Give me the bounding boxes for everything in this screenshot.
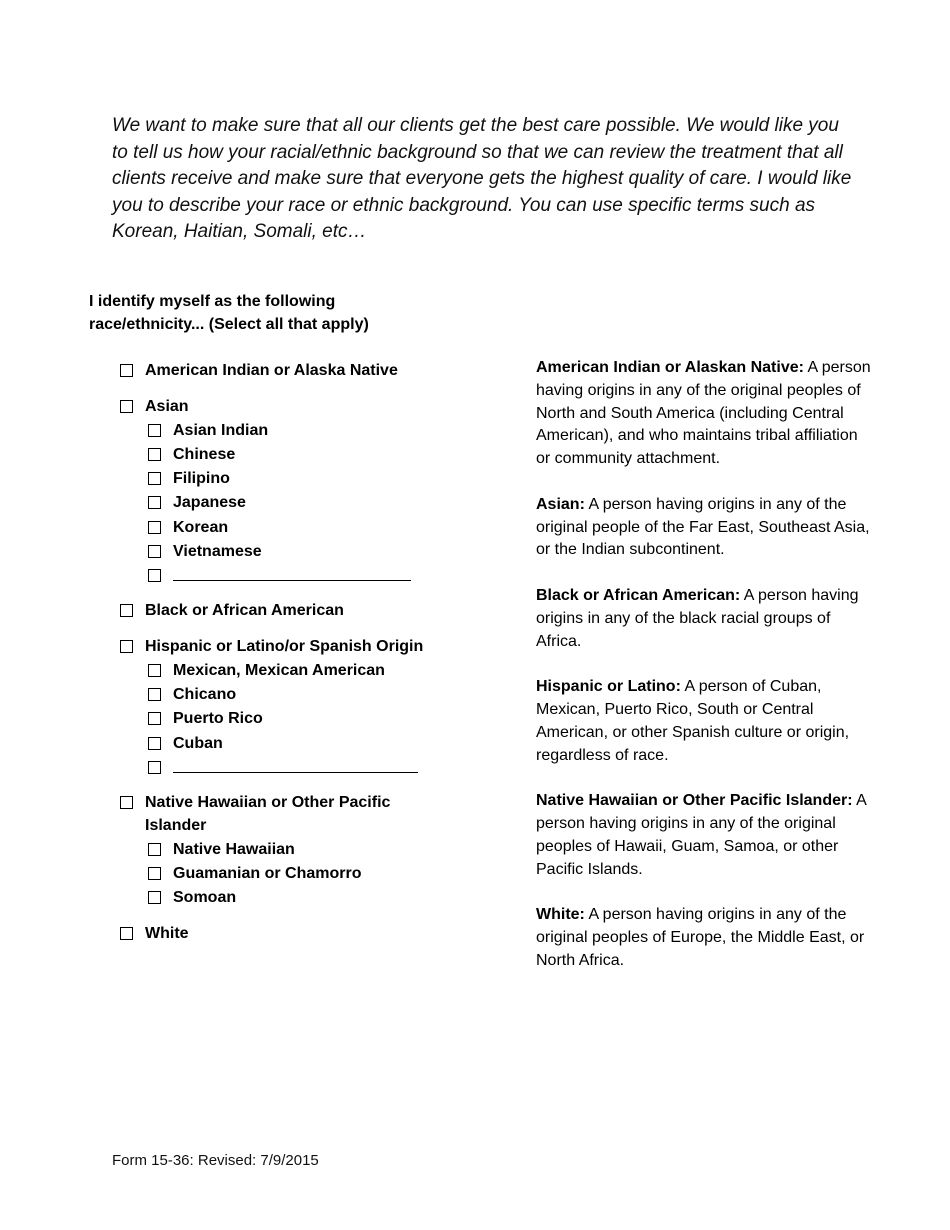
definition-text: A person having origins in any of the original peoples of North and South America (including Central American), and who maintains tribal affiliation or community attachment. bbox=[536, 359, 871, 468]
option-label: Native Hawaiian or Other Pacific Islander bbox=[145, 794, 391, 834]
selection-prompt: I identify myself as the following race/ethnicity... (Select all that apply) bbox=[89, 293, 369, 333]
option-hispanic-other[interactable] bbox=[148, 756, 418, 774]
option-label: White bbox=[145, 925, 189, 942]
checkbox[interactable] bbox=[148, 843, 161, 856]
option-guamanian[interactable] bbox=[148, 862, 361, 885]
checkbox[interactable] bbox=[148, 521, 161, 534]
option-label: Native Hawaiian bbox=[173, 841, 295, 858]
option-label: American Indian or Alaska Native bbox=[145, 362, 398, 379]
definition-text: A person of Cuban, Mexican, Puerto Rico, South or Central American, or other Spanish culture or origin, regardless of race. bbox=[536, 678, 850, 764]
option-label: Vietnamese bbox=[173, 543, 262, 560]
option-label: Mexican, Mexican American bbox=[173, 662, 385, 679]
option-hispanic[interactable] bbox=[120, 635, 423, 658]
checkbox[interactable] bbox=[148, 569, 161, 582]
option-japanese[interactable] bbox=[148, 491, 246, 514]
definition-american-indian bbox=[536, 357, 876, 471]
definition-text: A person having origins in any of the original peoples of Hawaii, Guam, Samoa, or other Pacific Islands. bbox=[536, 792, 866, 878]
hispanic-other-write-in[interactable] bbox=[173, 756, 418, 773]
checkbox[interactable] bbox=[148, 496, 161, 509]
definition-black bbox=[536, 585, 876, 653]
definition-term: Asian: bbox=[536, 495, 585, 513]
checkbox[interactable] bbox=[120, 796, 133, 809]
definition-term: White: bbox=[536, 906, 585, 924]
option-american-indian[interactable] bbox=[120, 359, 398, 382]
checkbox[interactable] bbox=[148, 891, 161, 904]
checkbox[interactable] bbox=[148, 424, 161, 437]
checkbox[interactable] bbox=[120, 400, 133, 413]
checkbox[interactable] bbox=[148, 472, 161, 485]
option-chicano[interactable] bbox=[148, 683, 236, 706]
option-pacific-islander[interactable] bbox=[120, 791, 415, 837]
intro-paragraph: We want to make sure that all our clients get the best care possible. We would like you to tell us how your racial/ethnic background so that we can review the treatment that all clients receive and make sure that everyone gets the highest quality of care. I would like you to describe your race or ethnic background. You can use specific terms such as Korean, Haitian, Somali, etc… bbox=[112, 115, 852, 242]
option-label: Black or African American bbox=[145, 602, 344, 619]
checkbox[interactable] bbox=[148, 448, 161, 461]
checkbox[interactable] bbox=[148, 867, 161, 880]
form-footer: Form 15-36: Revised: 7/9/2015 bbox=[112, 1152, 319, 1169]
option-vietnamese[interactable] bbox=[148, 540, 262, 563]
definition-term: Native Hawaiian or Other Pacific Islander: bbox=[536, 792, 853, 810]
checkbox[interactable] bbox=[148, 737, 161, 750]
definition-text: A person having origins in any of the black racial groups of Africa. bbox=[536, 586, 859, 650]
checkbox[interactable] bbox=[148, 664, 161, 677]
option-label: Filipino bbox=[173, 470, 230, 487]
asian-other-write-in[interactable] bbox=[173, 564, 411, 581]
checkbox[interactable] bbox=[148, 761, 161, 774]
checkbox[interactable] bbox=[120, 640, 133, 653]
option-asian-indian[interactable] bbox=[148, 419, 268, 442]
definition-hispanic bbox=[536, 676, 876, 767]
definition-term: Hispanic or Latino: bbox=[536, 678, 681, 696]
checkbox[interactable] bbox=[120, 364, 133, 377]
option-label: Japanese bbox=[173, 494, 246, 511]
definition-white bbox=[536, 904, 876, 972]
option-mexican[interactable] bbox=[148, 659, 385, 682]
option-asian[interactable] bbox=[120, 395, 189, 418]
definitions-column bbox=[536, 357, 876, 995]
definition-text: A person having origins in any of the original people of the Far East, Southeast Asia, or the Indian subcontinent. bbox=[536, 495, 870, 559]
definition-pacific-islander bbox=[536, 790, 876, 881]
option-puerto-rico[interactable] bbox=[148, 707, 263, 730]
option-label: Hispanic or Latino/or Spanish Origin bbox=[145, 638, 424, 655]
option-chinese[interactable] bbox=[148, 443, 235, 466]
option-label: Puerto Rico bbox=[173, 710, 263, 727]
definition-asian bbox=[536, 494, 876, 562]
option-label: Asian Indian bbox=[173, 422, 269, 439]
option-asian-other[interactable] bbox=[148, 564, 411, 582]
option-korean[interactable] bbox=[148, 516, 228, 539]
option-label: Guamanian or Chamorro bbox=[173, 865, 362, 882]
checkbox[interactable] bbox=[148, 545, 161, 558]
option-label: Asian bbox=[145, 398, 189, 415]
definition-term: Black or African American: bbox=[536, 586, 741, 604]
option-cuban[interactable] bbox=[148, 732, 223, 755]
option-somoan[interactable] bbox=[148, 886, 236, 909]
option-filipino[interactable] bbox=[148, 467, 230, 490]
checkbox[interactable] bbox=[120, 604, 133, 617]
checkbox[interactable] bbox=[148, 712, 161, 725]
option-label: Somoan bbox=[173, 889, 237, 906]
option-black[interactable] bbox=[120, 599, 344, 622]
option-native-hawaiian[interactable] bbox=[148, 838, 295, 861]
option-label: Chinese bbox=[173, 446, 236, 463]
checkbox[interactable] bbox=[120, 927, 133, 940]
option-label: Korean bbox=[173, 519, 229, 536]
definition-term: American Indian or Alaskan Native: bbox=[536, 359, 804, 376]
option-label: Chicano bbox=[173, 686, 237, 703]
option-white[interactable] bbox=[120, 922, 189, 945]
option-label: Cuban bbox=[173, 735, 223, 752]
checkbox[interactable] bbox=[148, 688, 161, 701]
definition-text: A person having origins in any of the original peoples of Europe, the Middle East, or North Africa. bbox=[536, 906, 865, 969]
